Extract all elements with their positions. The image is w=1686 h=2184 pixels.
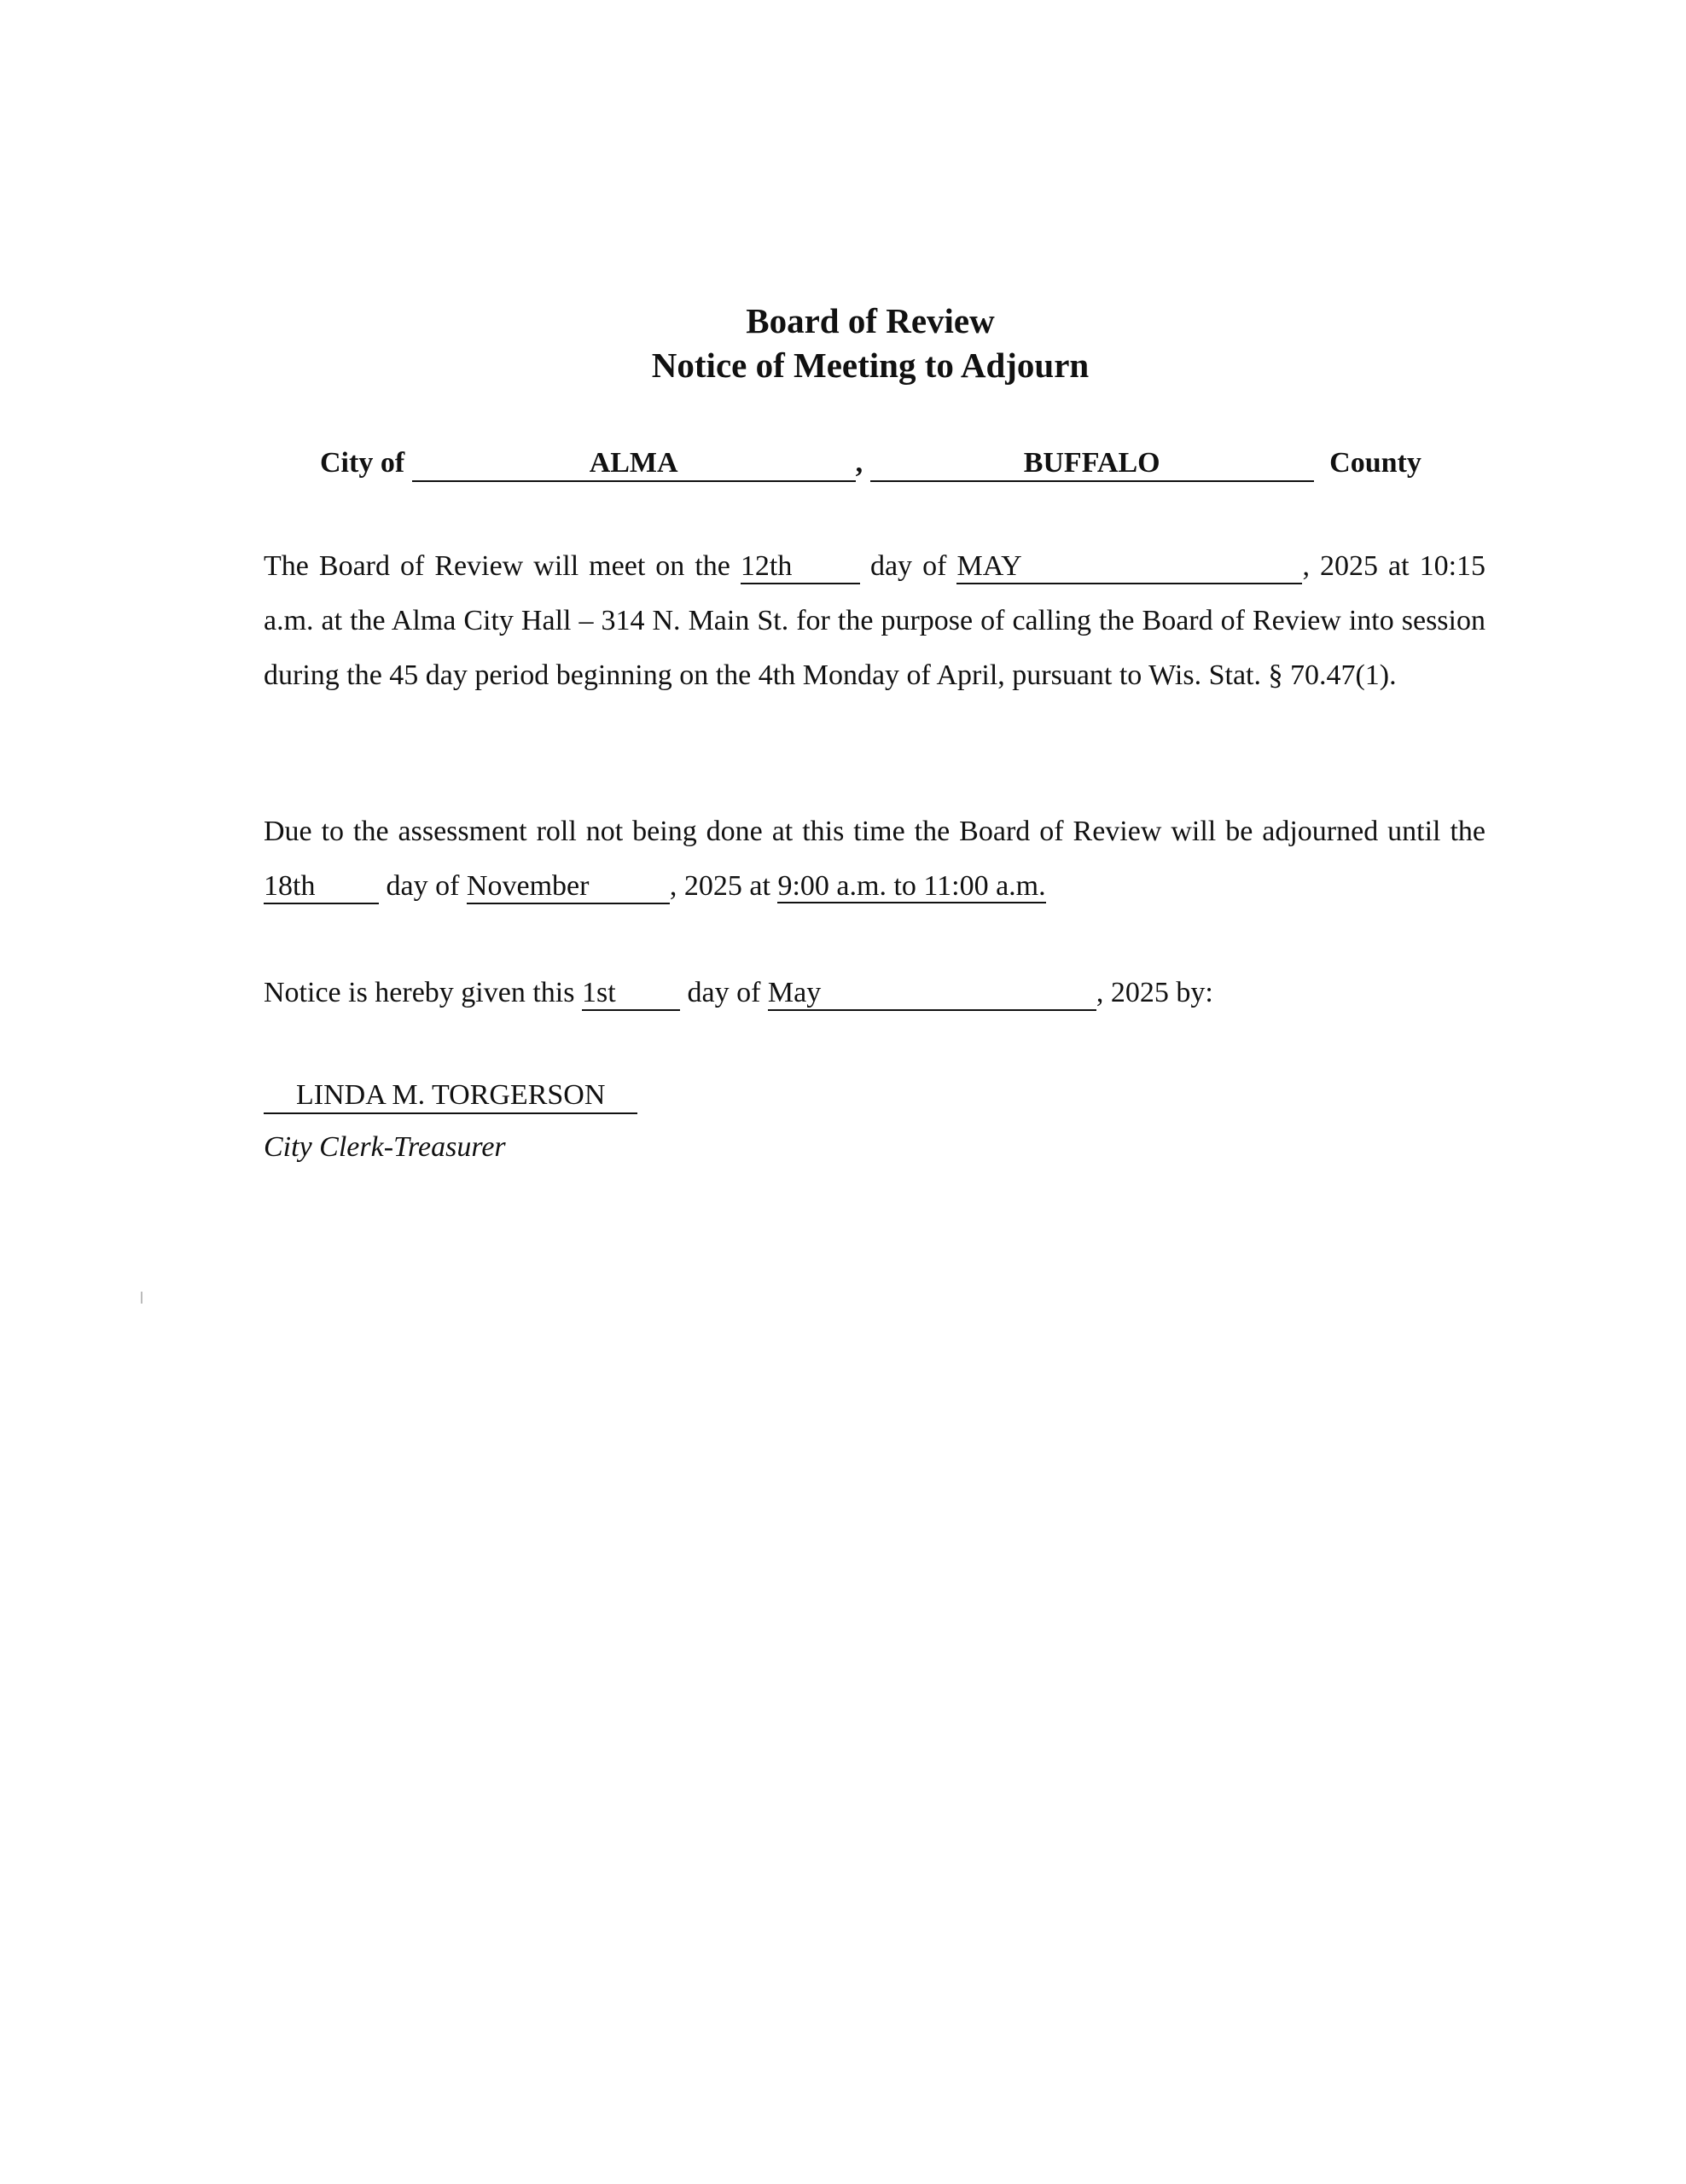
meeting-day-field bbox=[741, 550, 860, 584]
county-suffix: County bbox=[1329, 447, 1421, 479]
adjournment-text-3: , 2025 at bbox=[669, 870, 770, 902]
adjournment-day-value: 18th bbox=[264, 870, 316, 902]
notice-month-value: May bbox=[767, 977, 822, 1008]
notice-paragraph bbox=[264, 966, 1485, 1020]
county-field bbox=[870, 446, 1314, 482]
notice-day-field bbox=[582, 977, 680, 1011]
meeting-month-value: MAY bbox=[956, 550, 1022, 582]
city-value: ALMA bbox=[589, 447, 678, 479]
meeting-text-3: , 2025 at 10:15 a.m. at the Alma City Hall – 314 N. Main St. for the purpose of calling the Board of Review into session during the 45 day period beginning on the 4th Monday of April, pursuant to Wis. Stat. § 70.47(1). bbox=[264, 550, 1486, 691]
jurisdiction-separator: , bbox=[855, 447, 863, 479]
city-prefix: City of bbox=[320, 447, 405, 479]
adjournment-paragraph bbox=[264, 804, 1485, 914]
adjournment-time-value: 9:00 a.m. to 11:00 a.m. bbox=[777, 870, 1046, 902]
notice-text-1: Notice is hereby given this bbox=[264, 977, 575, 1008]
notice-month-field bbox=[768, 977, 1096, 1011]
notice-day-value: 1st bbox=[581, 977, 616, 1008]
county-value: BUFFALO bbox=[1023, 447, 1160, 479]
adjournment-month-value: November bbox=[466, 870, 590, 902]
document-title: Board of Review bbox=[746, 301, 995, 340]
city-field bbox=[412, 446, 856, 482]
scan-speck bbox=[141, 1292, 142, 1304]
adjournment-month-field bbox=[467, 870, 670, 904]
notice-text-3: , 2025 by: bbox=[1096, 977, 1213, 1008]
signer-title: City Clerk-Treasurer bbox=[264, 1131, 506, 1163]
signer-name: LINDA M. TORGERSON bbox=[264, 1078, 637, 1114]
notice-text-2: day of bbox=[687, 977, 761, 1008]
jurisdiction-line bbox=[320, 444, 1438, 483]
meeting-paragraph bbox=[264, 539, 1485, 703]
meeting-text-2: day of bbox=[869, 550, 947, 582]
adjournment-text-2: day of bbox=[386, 870, 460, 902]
adjournment-text-1: Due to the assessment roll not being done at this time the Board of Review will be adjourned until the bbox=[264, 816, 1485, 847]
document-subtitle: Notice of Meeting to Adjourn bbox=[651, 346, 1090, 385]
meeting-month-field bbox=[956, 550, 1302, 584]
meeting-day-value: 12th bbox=[740, 550, 793, 582]
adjournment-day-field bbox=[264, 870, 379, 904]
meeting-text-1: The Board of Review will meet on the bbox=[264, 550, 730, 582]
signature-line bbox=[264, 1068, 637, 1123]
